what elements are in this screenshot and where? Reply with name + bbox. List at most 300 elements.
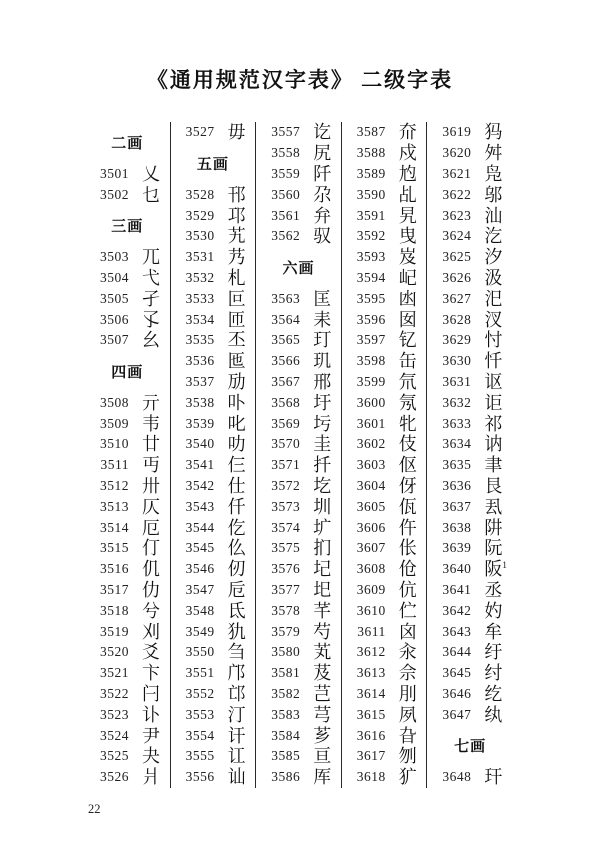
entry-number: 3628 xyxy=(442,311,472,327)
entry-character xyxy=(484,519,502,537)
entry-character xyxy=(399,123,417,141)
table-row xyxy=(342,538,427,559)
table-row xyxy=(85,767,170,788)
entry-character-glyph: 圬 xyxy=(313,413,332,434)
entry-character-glyph: 讵 xyxy=(484,392,503,413)
entry-character-glyph: 刎 xyxy=(398,746,417,767)
table-row xyxy=(427,434,513,455)
entry-character xyxy=(484,269,502,287)
entry-character xyxy=(399,664,417,682)
entry-number: 3616 xyxy=(356,727,386,743)
entry-character-glyph: 厄 xyxy=(142,517,160,538)
entry-character xyxy=(313,144,331,162)
entry-character xyxy=(228,352,246,370)
entry-character xyxy=(142,539,160,557)
stroke-count-header: 四画 xyxy=(111,365,144,382)
entry-number: 3587 xyxy=(356,124,386,140)
entry-number: 3581 xyxy=(271,665,301,681)
table-row xyxy=(256,559,341,580)
entry-number: 3569 xyxy=(271,415,301,431)
entry-character-glyph: 芗 xyxy=(313,725,332,746)
entry-character-glyph: 夙 xyxy=(398,704,417,725)
table-row xyxy=(171,621,256,642)
entry-character xyxy=(228,290,246,308)
entry-character-glyph: 匝 xyxy=(227,309,246,330)
entry-character xyxy=(142,747,160,765)
entry-character xyxy=(313,685,331,703)
entry-character xyxy=(399,727,417,745)
entry-number: 3567 xyxy=(271,373,301,389)
table-row xyxy=(427,621,513,642)
entry-number: 3596 xyxy=(356,311,386,327)
table-row xyxy=(342,143,427,164)
entry-character-glyph: 圯 xyxy=(313,579,332,600)
entry-character-glyph: 叻 xyxy=(227,434,246,455)
entry-character-glyph: 忏 xyxy=(484,351,503,372)
table-row xyxy=(256,226,341,247)
entry-number: 3618 xyxy=(356,769,386,785)
entry-number: 3509 xyxy=(100,415,129,431)
entry-number: 3595 xyxy=(356,290,386,306)
table-row xyxy=(171,434,256,455)
table-row xyxy=(342,122,427,143)
entry-character xyxy=(484,602,502,620)
entry-character-glyph: 聿 xyxy=(484,455,503,476)
entry-number: 3634 xyxy=(442,436,472,452)
entry-character-glyph: 亘 xyxy=(313,746,332,767)
entry-character xyxy=(228,602,246,620)
entry-character xyxy=(142,581,160,599)
entry-character-glyph: 夼 xyxy=(398,122,417,143)
table-row xyxy=(342,184,427,205)
entry-character-glyph: 囟 xyxy=(398,621,417,642)
table-row xyxy=(85,538,170,559)
stroke-count-header: 二画 xyxy=(111,136,144,153)
entry-character xyxy=(399,768,417,786)
table-row xyxy=(342,663,427,684)
entry-character-glyph: 叱 xyxy=(227,413,246,434)
entry-number: 3648 xyxy=(442,769,472,785)
table-row xyxy=(85,288,170,309)
entry-number: 3579 xyxy=(271,623,301,639)
entry-character xyxy=(313,123,331,141)
entry-character xyxy=(313,373,331,391)
entry-number: 3502 xyxy=(100,186,129,202)
entry-number: 3511 xyxy=(100,457,129,473)
entry-character-glyph: 扪 xyxy=(313,538,332,559)
table-row xyxy=(171,205,256,226)
table-row xyxy=(85,704,170,725)
entry-character xyxy=(142,685,160,703)
entry-character xyxy=(313,539,331,557)
table-row xyxy=(256,164,341,185)
entry-number: 3545 xyxy=(185,540,215,556)
entry-number: 3636 xyxy=(442,477,472,493)
entry-number: 3580 xyxy=(271,644,301,660)
table-row xyxy=(427,247,513,268)
table-row xyxy=(256,413,341,434)
table-column xyxy=(427,122,513,788)
entry-character-glyph: 仄 xyxy=(142,496,160,517)
table-row xyxy=(171,642,256,663)
entry-character xyxy=(142,706,160,724)
entry-number: 3521 xyxy=(100,665,129,681)
entry-character xyxy=(484,290,502,308)
entry-number: 3614 xyxy=(356,685,386,701)
entry-character-glyph: 芄 xyxy=(313,642,332,663)
table-row xyxy=(256,205,341,226)
table-row xyxy=(256,600,341,621)
entry-character-glyph: 乩 xyxy=(398,184,417,205)
entry-character-glyph: 犷 xyxy=(398,767,417,788)
table-row xyxy=(427,351,513,372)
table-row xyxy=(85,600,170,621)
entry-character xyxy=(142,435,160,453)
entry-number: 3532 xyxy=(185,269,215,285)
table-row xyxy=(427,517,513,538)
entry-character-glyph: 仂 xyxy=(142,579,160,600)
entry-number: 3591 xyxy=(356,207,386,223)
entry-character-glyph: 丞 xyxy=(484,579,503,600)
table-row xyxy=(256,122,341,143)
entry-character-glyph: 牝 xyxy=(398,413,417,434)
entry-character xyxy=(484,706,502,724)
table-row xyxy=(171,538,256,559)
entry-character-glyph: 囡 xyxy=(398,309,417,330)
entry-character xyxy=(484,207,502,225)
table-row xyxy=(85,559,170,580)
entry-character-glyph: 讣 xyxy=(142,704,160,725)
entry-character xyxy=(313,394,331,412)
entry-number: 3535 xyxy=(185,332,215,348)
entry-character xyxy=(484,311,502,329)
entry-character-glyph: 犸 xyxy=(484,122,503,143)
table-row xyxy=(256,330,341,351)
entry-number: 3537 xyxy=(185,373,215,389)
entry-number: 3592 xyxy=(356,228,386,244)
table-column xyxy=(85,122,171,788)
table-row xyxy=(85,330,170,351)
entry-character xyxy=(313,165,331,183)
table-row xyxy=(427,309,513,330)
entry-character-glyph: 幺 xyxy=(142,330,160,351)
entry-character-glyph: 邬 xyxy=(484,184,503,205)
entry-character-glyph: 纨 xyxy=(484,704,503,725)
entry-character xyxy=(399,747,417,765)
entry-character xyxy=(399,685,417,703)
table-row xyxy=(85,746,170,767)
entry-number: 3582 xyxy=(271,685,301,701)
entry-character xyxy=(484,664,502,682)
entry-character-glyph: 凼 xyxy=(398,288,417,309)
entry-number: 3562 xyxy=(271,228,301,244)
entry-number: 3632 xyxy=(442,394,472,410)
entry-character-glyph: 祁 xyxy=(484,413,503,434)
table-row xyxy=(427,226,513,247)
entry-character-glyph: 丏 xyxy=(142,455,160,476)
entry-character-glyph: 讴 xyxy=(484,371,503,392)
entry-character-glyph: 阪 xyxy=(484,559,503,580)
entry-character xyxy=(484,352,502,370)
entry-character xyxy=(142,477,160,495)
entry-character xyxy=(313,207,331,225)
entry-character-glyph: 驭 xyxy=(313,226,332,247)
entry-character-glyph: 岌 xyxy=(398,247,417,268)
entry-character xyxy=(399,165,417,183)
table-row xyxy=(85,621,170,642)
entry-number: 3608 xyxy=(356,561,386,577)
table-row xyxy=(85,164,170,185)
entry-character-glyph: 汕 xyxy=(484,205,503,226)
entry-character-glyph: 汆 xyxy=(398,642,417,663)
entry-number: 3599 xyxy=(356,373,386,389)
table-row xyxy=(342,704,427,725)
table-row xyxy=(427,600,513,621)
table-row xyxy=(171,559,256,580)
entry-character xyxy=(228,123,246,141)
table-row xyxy=(342,517,427,538)
table-row xyxy=(171,746,256,767)
entry-character-glyph: 屺 xyxy=(398,267,417,288)
entry-number: 3554 xyxy=(185,727,215,743)
entry-character-glyph: 爻 xyxy=(142,642,160,663)
entry-character xyxy=(313,519,331,537)
entry-character-glyph: 汔 xyxy=(484,226,503,247)
entry-character-glyph: 叵 xyxy=(227,288,246,309)
table-row xyxy=(256,184,341,205)
table-row xyxy=(85,580,170,601)
table-row xyxy=(171,496,256,517)
entry-character xyxy=(484,415,502,433)
entry-character xyxy=(228,456,246,474)
entry-character-glyph: 匡 xyxy=(313,288,332,309)
entry-character xyxy=(228,207,246,225)
stroke-count-header: 五画 xyxy=(196,157,229,174)
entry-number: 3524 xyxy=(100,727,129,743)
table-row xyxy=(342,684,427,705)
entry-character xyxy=(399,477,417,495)
table-row xyxy=(85,663,170,684)
page-number: 22 xyxy=(88,802,101,816)
entry-character-glyph: 牟 xyxy=(484,621,503,642)
entry-number: 3517 xyxy=(100,581,129,597)
table-row xyxy=(342,351,427,372)
entry-character xyxy=(142,186,160,204)
entry-character-glyph: 厍 xyxy=(313,767,332,788)
entry-number: 3609 xyxy=(356,581,386,597)
table-row xyxy=(427,538,513,559)
entry-character-glyph: 伥 xyxy=(398,538,417,559)
table-row xyxy=(427,642,513,663)
table-row xyxy=(85,309,170,330)
table-row xyxy=(342,476,427,497)
entry-number: 3549 xyxy=(185,623,215,639)
entry-character xyxy=(484,643,502,661)
entry-character-glyph: 尻 xyxy=(313,143,332,164)
entry-character xyxy=(484,144,502,162)
entry-number: 3539 xyxy=(185,415,215,431)
table-row xyxy=(171,517,256,538)
entry-character-glyph: 弁 xyxy=(313,205,332,226)
table-row xyxy=(85,684,170,705)
entry-number: 3505 xyxy=(100,290,129,306)
table-row xyxy=(171,600,256,621)
entry-character-glyph: 氖 xyxy=(398,392,417,413)
table-row xyxy=(342,372,427,393)
entry-character-glyph: 汐 xyxy=(484,247,503,268)
entry-character xyxy=(399,331,417,349)
entry-character xyxy=(313,623,331,641)
entry-character-glyph: 汀 xyxy=(227,704,246,725)
entry-character xyxy=(484,623,502,641)
entry-character xyxy=(399,435,417,453)
entry-character-glyph: 仕 xyxy=(227,475,246,496)
entry-character-glyph: 犰 xyxy=(227,621,246,642)
entry-number: 3627 xyxy=(442,290,472,306)
entry-number: 3503 xyxy=(100,249,129,265)
entry-character-glyph: 尹 xyxy=(142,725,160,746)
stroke-count-header: 七画 xyxy=(454,739,487,756)
table-row xyxy=(85,476,170,497)
table-row xyxy=(85,268,170,289)
entry-number: 3629 xyxy=(442,332,472,348)
entry-character xyxy=(142,456,160,474)
entry-character xyxy=(484,331,502,349)
entry-number: 3646 xyxy=(442,685,472,701)
entry-number: 3626 xyxy=(442,269,472,285)
entry-character-glyph: 芍 xyxy=(313,621,332,642)
table-row xyxy=(342,496,427,517)
entry-number: 3520 xyxy=(100,644,129,660)
entry-character-glyph: 讪 xyxy=(227,767,246,788)
entry-character-glyph: 亓 xyxy=(142,392,160,413)
entry-character-glyph: 妁 xyxy=(484,600,503,621)
table-row xyxy=(427,496,513,517)
entry-number: 3602 xyxy=(356,436,386,452)
entry-number: 3639 xyxy=(442,540,472,556)
table-row xyxy=(171,413,256,434)
table-row xyxy=(256,351,341,372)
table-row xyxy=(256,538,341,559)
entry-number: 3640 xyxy=(442,561,472,577)
entry-character-glyph: 札 xyxy=(227,267,246,288)
entry-number: 3528 xyxy=(185,186,215,202)
entry-number: 3638 xyxy=(442,519,472,535)
entry-number: 3576 xyxy=(271,561,301,577)
entry-number: 3624 xyxy=(442,228,472,244)
entry-number: 3519 xyxy=(100,623,129,639)
table-row xyxy=(427,580,513,601)
entry-character xyxy=(399,539,417,557)
entry-number: 3605 xyxy=(356,498,386,514)
entry-character xyxy=(228,685,246,703)
entry-number: 3512 xyxy=(100,477,129,493)
entry-number: 3530 xyxy=(185,228,215,244)
table-row xyxy=(342,434,427,455)
table-row xyxy=(256,580,341,601)
entry-character xyxy=(228,269,246,287)
entry-character-glyph: 纡 xyxy=(484,642,503,663)
entry-character xyxy=(142,165,160,183)
entry-character xyxy=(399,415,417,433)
entry-character xyxy=(399,290,417,308)
entry-character xyxy=(399,186,417,204)
entry-character-glyph: 邛 xyxy=(227,205,246,226)
entry-number: 3593 xyxy=(356,249,386,265)
entry-number: 3501 xyxy=(100,165,129,181)
entry-character xyxy=(399,227,417,245)
table-row xyxy=(427,476,513,497)
entry-number: 3568 xyxy=(271,394,301,410)
entry-character xyxy=(228,477,246,495)
entry-number: 3523 xyxy=(100,706,129,722)
entry-number: 3588 xyxy=(356,145,386,161)
entry-character-glyph: 邙 xyxy=(227,683,246,704)
entry-number: 3597 xyxy=(356,332,386,348)
entry-number: 3525 xyxy=(100,748,129,764)
table-row xyxy=(427,288,513,309)
entry-character-glyph: 伫 xyxy=(398,600,417,621)
table-row xyxy=(171,663,256,684)
table-row xyxy=(427,372,513,393)
entry-number: 3533 xyxy=(185,290,215,306)
entry-character-glyph: 圳 xyxy=(313,496,332,517)
entry-character-glyph: 孑 xyxy=(142,288,160,309)
table-row xyxy=(427,559,513,580)
entry-character xyxy=(313,186,331,204)
entry-character-glyph: 钇 xyxy=(398,330,417,351)
entry-number: 3623 xyxy=(442,207,472,223)
entry-character xyxy=(484,248,502,266)
table-row xyxy=(171,725,256,746)
table-row xyxy=(342,642,427,663)
entry-character xyxy=(228,747,246,765)
table-row xyxy=(342,247,427,268)
table-row xyxy=(427,455,513,476)
table-row xyxy=(427,684,513,705)
table-row xyxy=(171,184,256,205)
entry-character-glyph: 邝 xyxy=(227,663,246,684)
entry-number: 3560 xyxy=(271,186,301,202)
entry-number: 3601 xyxy=(356,415,386,431)
entry-character-glyph: 圪 xyxy=(313,475,332,496)
entry-number: 3536 xyxy=(185,353,215,369)
table-row xyxy=(342,205,427,226)
entry-character-glyph: 仡 xyxy=(227,517,246,538)
entry-number: 3647 xyxy=(442,706,472,722)
entry-character-glyph: 仉 xyxy=(142,559,160,580)
entry-character-glyph: 忖 xyxy=(484,330,503,351)
entry-number: 3620 xyxy=(442,145,472,161)
entry-character xyxy=(142,727,160,745)
entry-number: 3637 xyxy=(442,498,472,514)
entry-character-glyph: 伧 xyxy=(398,559,417,580)
entry-number: 3594 xyxy=(356,269,386,285)
entry-character-glyph: 仫 xyxy=(227,538,246,559)
table-row xyxy=(342,309,427,330)
entry-character-glyph: 芨 xyxy=(313,663,332,684)
table-row xyxy=(256,746,341,767)
entry-number: 3575 xyxy=(271,540,301,556)
entry-character-glyph: 尥 xyxy=(398,163,417,184)
table-row xyxy=(256,392,341,413)
entry-character-glyph: 孓 xyxy=(142,309,160,330)
entry-number: 3547 xyxy=(185,581,215,597)
entry-number: 3546 xyxy=(185,561,215,577)
entry-character-glyph: 乂 xyxy=(142,163,160,184)
table-row xyxy=(342,746,427,767)
table-row xyxy=(171,767,256,788)
